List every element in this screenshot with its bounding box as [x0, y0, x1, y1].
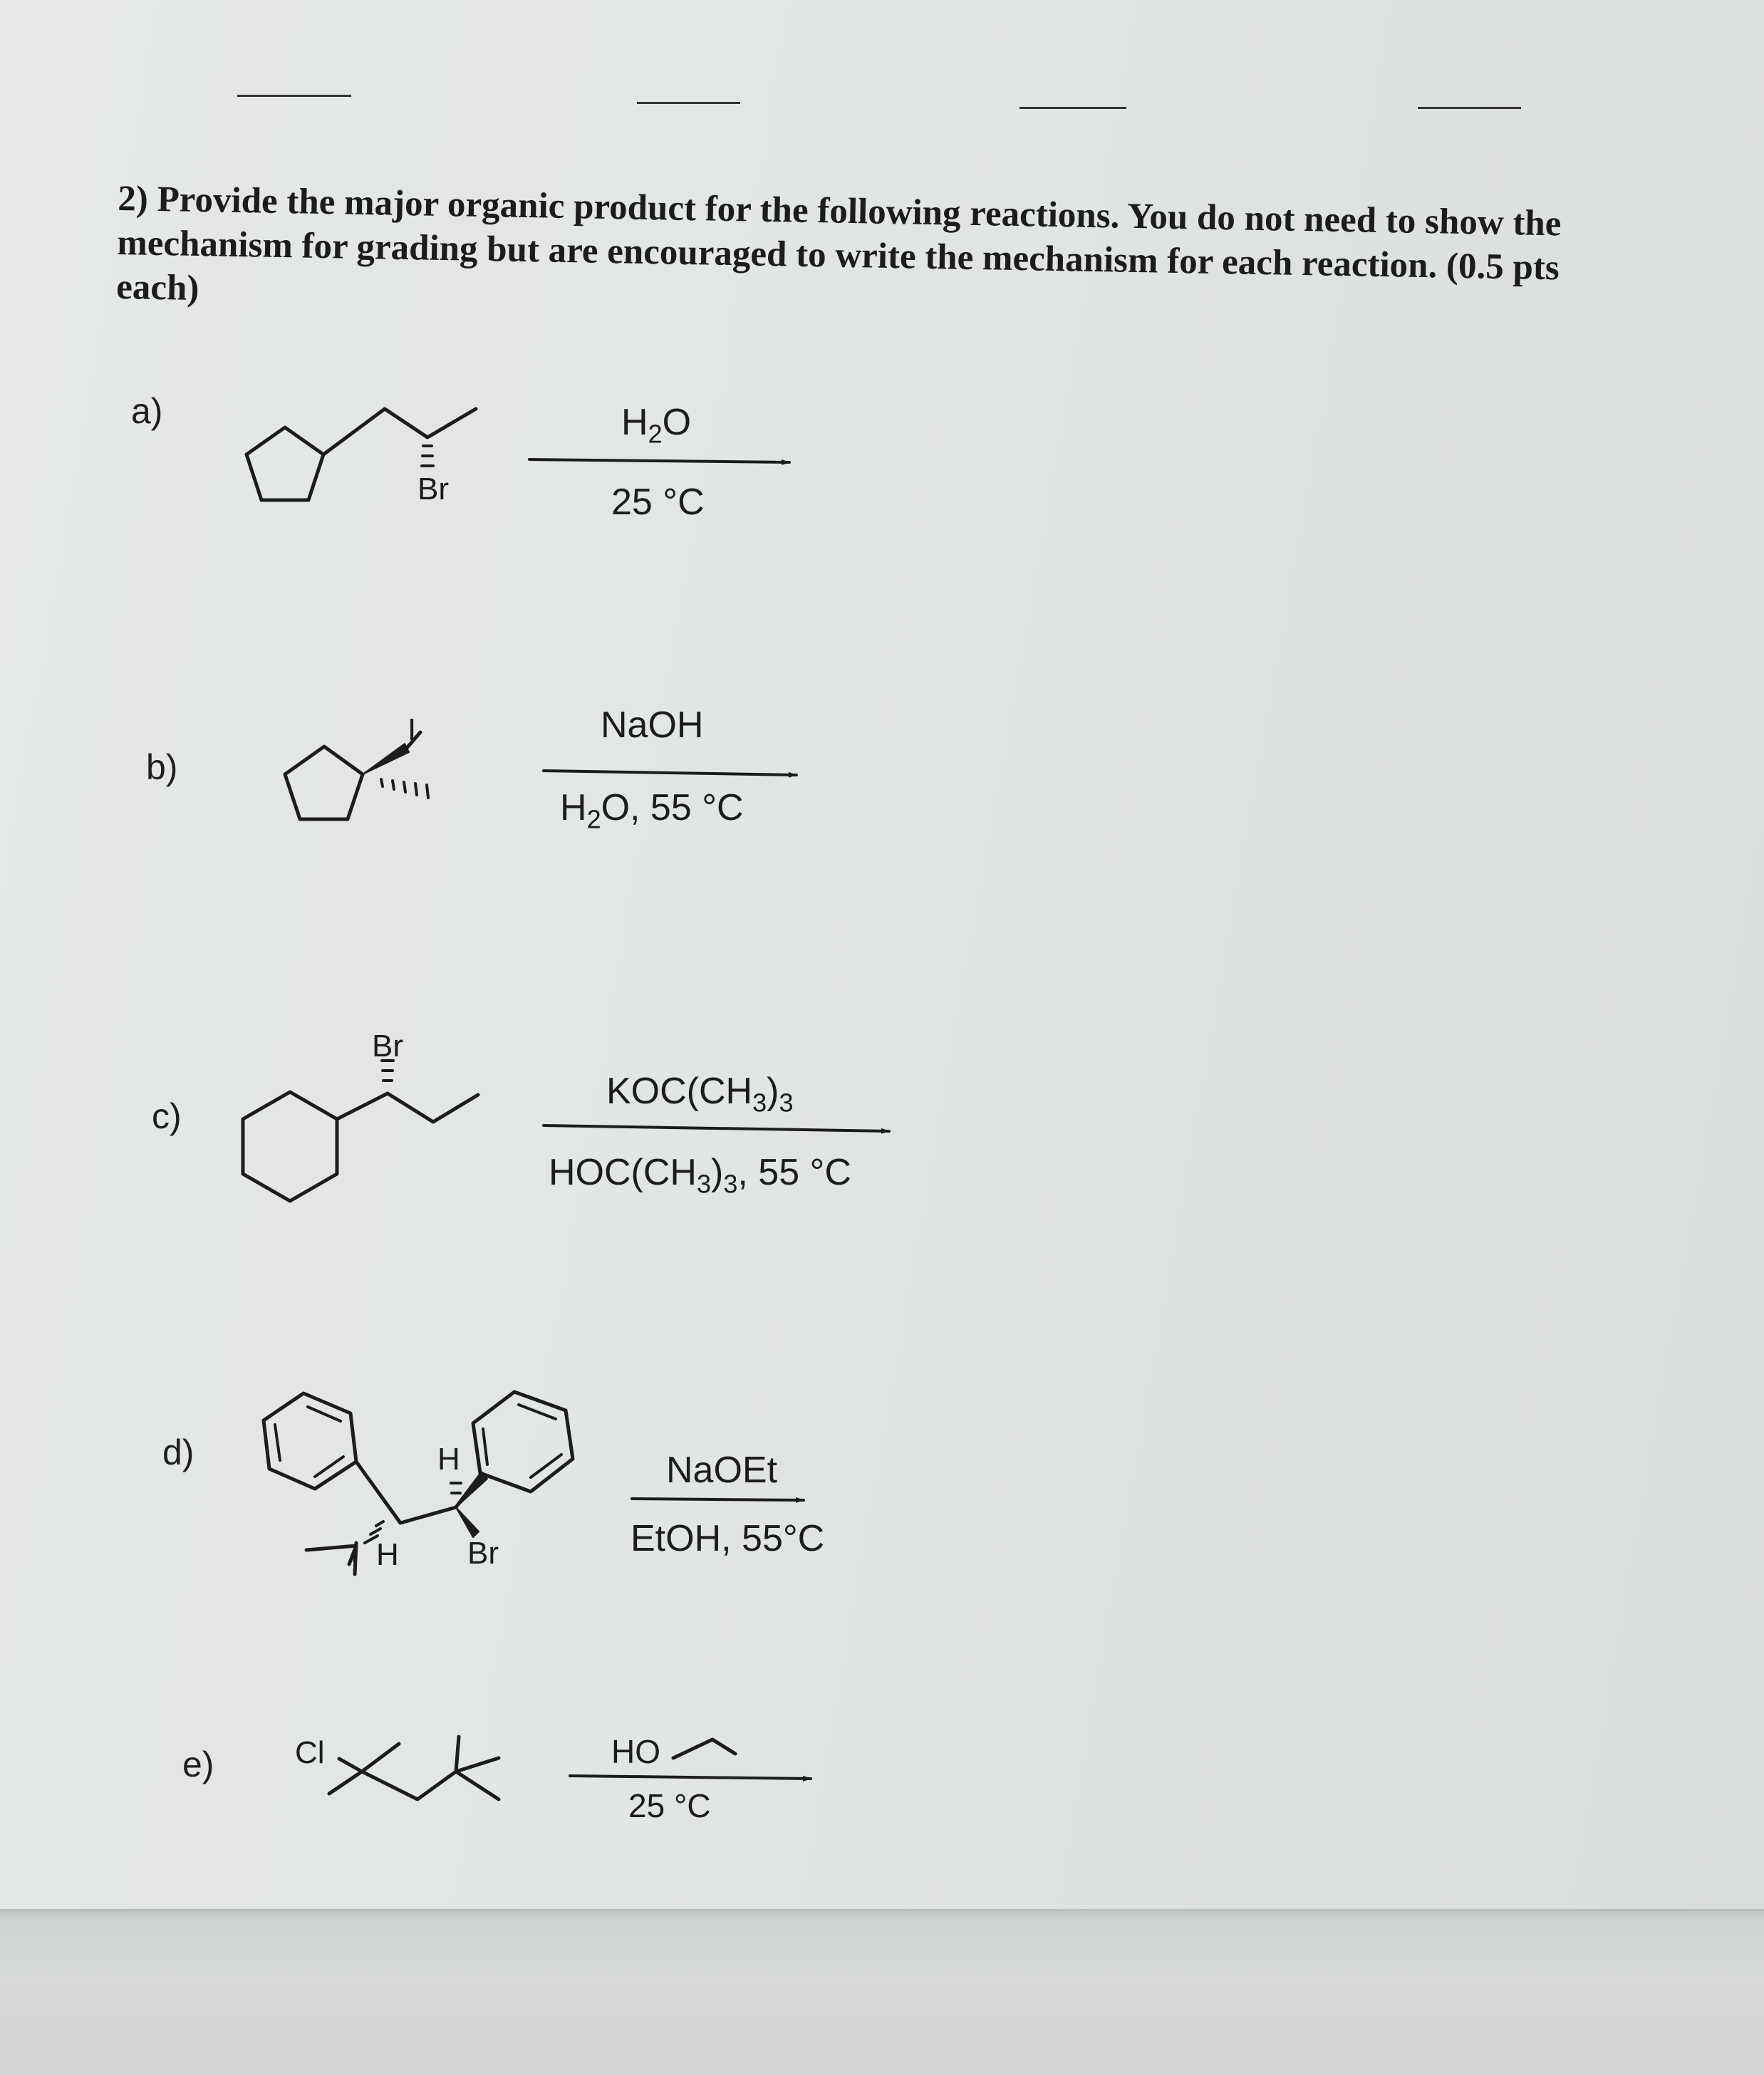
wedge-bond-b: [363, 744, 409, 774]
reaction-arrow-a: [529, 459, 789, 462]
reagent-c-top: $KOC(CH_3)_3$: [606, 1071, 794, 1118]
part-c-label: c): [152, 1096, 182, 1136]
reagent-e-top: HO: [611, 1733, 660, 1770]
hashed-bond-d-right: [451, 1483, 461, 1493]
hydrogen-atom-d-top: H: [437, 1442, 460, 1477]
structure-c: [243, 1061, 478, 1201]
reaction-arrow-c: [544, 1125, 889, 1131]
reagent-a-bottom: 25 °C: [611, 482, 705, 523]
reagent-b-top: NaOH: [601, 704, 704, 746]
reagent-d-bottom: EtOH, 55°C: [631, 1518, 825, 1559]
chlorine-atom-e: Cl: [295, 1735, 325, 1770]
reagent-a-top: $H_2O$: [621, 402, 692, 449]
hydrogen-atom-d-bottom: H: [376, 1537, 399, 1572]
bromine-atom-d: Br: [467, 1536, 499, 1571]
wedge-bond-d: [456, 1473, 487, 1507]
reagent-c-bottom: $HOC(CH_3)_3$, 55 °C: [549, 1152, 851, 1199]
cyclohexane-ring-c: [243, 1092, 337, 1201]
chain-c: [337, 1093, 478, 1122]
reagent-e-bottom: 25 °C: [628, 1787, 711, 1824]
iodine-atom-b: I: [408, 712, 417, 747]
chain-a: [323, 409, 476, 454]
part-e-label: e): [182, 1744, 214, 1784]
cyclopentane-ring-b: [285, 747, 363, 819]
structure-e: [329, 1737, 499, 1799]
bromine-atom-a: Br: [417, 472, 449, 506]
part-d-label: d): [162, 1432, 194, 1472]
bromine-atom-c: Br: [372, 1029, 403, 1063]
wedge-bond-to-br-d: [456, 1507, 479, 1537]
hashed-bond-b: [381, 779, 428, 798]
cyclopentane-ring-a: [247, 427, 323, 500]
reagent-d-top: NaOEt: [666, 1450, 778, 1491]
hashed-bond-a: [422, 446, 433, 466]
part-a-label: a): [131, 391, 163, 431]
desk-surface: [0, 1909, 1764, 2075]
reaction-arrow-e: [570, 1776, 811, 1779]
ethanol-skeleton-e: [673, 1739, 735, 1758]
question-prompt: 2) Provide the major organic product for the following reactions. You do not need to show the mechanism for grading but are encouraged to write the mechanism for each reaction. (0.5 pts each): [115, 178, 1562, 308]
reaction-arrow-b: [544, 771, 797, 775]
part-b-label: b): [146, 747, 178, 787]
isopropyl-d: [306, 1546, 356, 1564]
reagent-b-bottom: $H_2O$, 55 °C: [560, 787, 744, 834]
reaction-arrow-d: [632, 1499, 804, 1500]
carbon-chain-e: [329, 1737, 499, 1799]
structure-d: [264, 1392, 573, 1574]
structure-b: [285, 732, 428, 819]
